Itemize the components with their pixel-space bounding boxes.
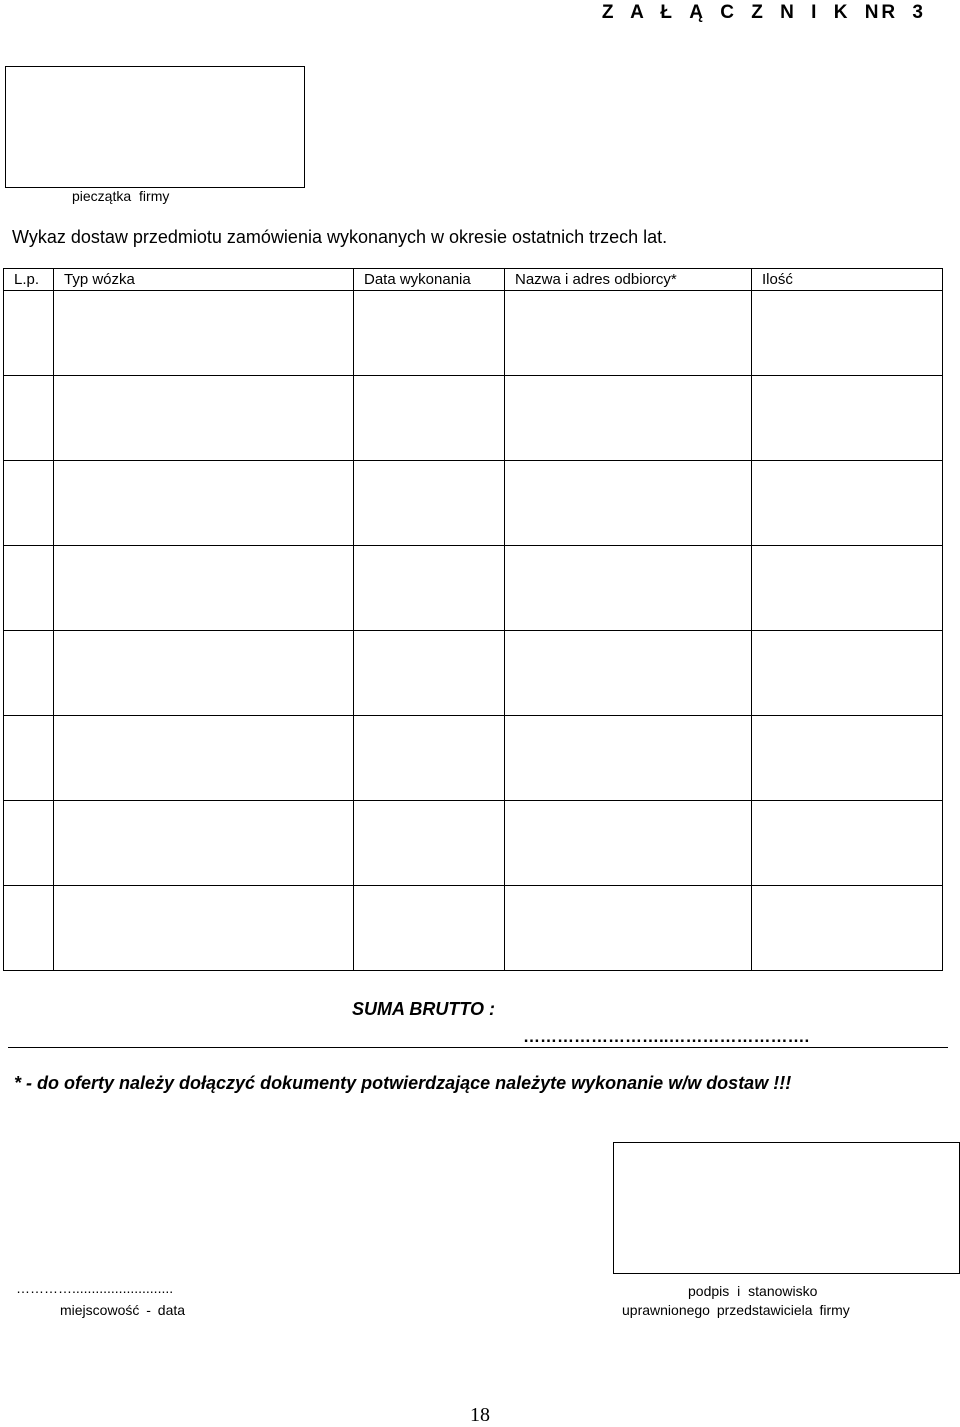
table-cell [505,801,752,886]
deliveries-table [3,268,943,971]
table-cell [4,631,54,716]
table-cell [354,801,505,886]
company-stamp-label: pieczątka firmy [72,188,170,204]
table-cell [4,801,54,886]
table-row [4,631,943,716]
table-cell [354,291,505,376]
page-title: Z A Ł Ą C Z N I K NR 3 [601,2,926,23]
column-header-recipient: Nazwa i adres odbiorcy* [505,269,752,291]
table-cell [505,631,752,716]
signature-box [613,1142,960,1274]
table-cell [505,886,752,971]
table-cell [54,631,354,716]
table-row [4,801,943,886]
place-date-dots: ………….......................... [16,1280,174,1296]
table-row [4,886,943,971]
table-cell [354,716,505,801]
table-cell [505,716,752,801]
table-cell [752,546,943,631]
table-cell [4,376,54,461]
total-gross-dots: ……………………..……………………. [523,1027,810,1046]
table-cell [752,631,943,716]
divider [8,1047,948,1048]
table-row [4,376,943,461]
table-cell [54,291,354,376]
table-cell [752,291,943,376]
table-row [4,546,943,631]
table-cell [4,716,54,801]
footnote: * - do oferty należy dołączyć dokumenty potwierdzające należyte wykonanie w/w dostaw !!! [14,1073,792,1093]
table-cell [4,886,54,971]
table-cell [752,801,943,886]
table-cell [752,376,943,461]
table-cell [54,886,354,971]
column-header-forklift-type: Typ wózka [54,269,354,291]
table-cell [54,546,354,631]
table-cell [4,546,54,631]
table-cell [505,376,752,461]
table-row [4,291,943,376]
table-cell [752,461,943,546]
table-cell [354,461,505,546]
signature-label-line1: podpis i stanowisko [688,1283,818,1299]
column-header-quantity: Ilość [752,269,943,291]
table-cell [54,376,354,461]
table-cell [752,886,943,971]
company-stamp-box [5,66,305,188]
table-cell [4,291,54,376]
page-number: 18 [470,1404,490,1426]
table-row [4,716,943,801]
table-cell [354,886,505,971]
table-cell [752,716,943,801]
place-date-label: miejscowość - data [60,1302,186,1318]
table-cell [505,546,752,631]
table-cell [54,716,354,801]
table-cell [354,631,505,716]
table-cell [354,376,505,461]
table-cell [505,291,752,376]
signature-label-line2: uprawnionego przedstawiciela firmy [622,1302,850,1318]
table-header-row [4,269,943,291]
column-header-completion-date: Data wykonania [354,269,505,291]
table-row [4,461,943,546]
total-gross-label: SUMA BRUTTO : [352,999,495,1019]
table-cell [54,801,354,886]
column-header-lp: L.p. [4,269,54,291]
table-cell [505,461,752,546]
table-cell [4,461,54,546]
table-cell [354,546,505,631]
document-heading: Wykaz dostaw przedmiotu zamówienia wykonanych w okresie ostatnich trzech lat. [12,227,668,247]
table-cell [54,461,354,546]
